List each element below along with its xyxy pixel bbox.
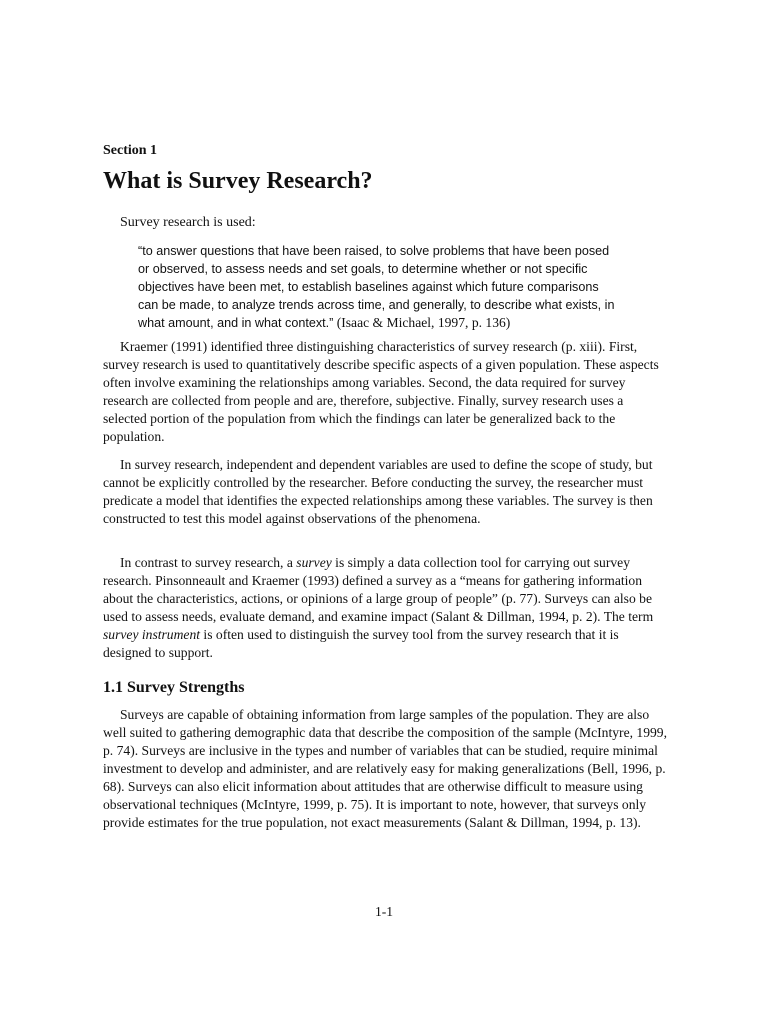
paragraph-text-segment: In contrast to survey research, a bbox=[120, 555, 297, 570]
paragraph-text-segment: is simply a data collection tool for carrying out survey research. Pinsonneault and Kraemer (1993) defined a survey as a “means for gathering information about the characteristics, actions, or opinions of a large group of people” (p. 77). Surveys can also be used to assess needs, evaluate demand, and examine impact (Salant & Dillman, 1994, p. 2). The term bbox=[103, 555, 654, 624]
emphasis-survey: survey bbox=[296, 555, 332, 570]
paragraph-text-segment: is often used to distinguish the survey tool from the survey research that it is designed to support. bbox=[103, 627, 619, 660]
paragraph-survey-strengths: Surveys are capable of obtaining information from large samples of the population. They are also well suited to gathering demographic data that describe the composition of the sample (McIntyre, 1999, p. 74). Surveys are inclusive in the types and number of variables that can be studied, require minimal investment to develop and administer, and are relatively easy for making generalizations (Bell, 1996, p. 68). Surveys can also elicit information about attitudes that are otherwise difficult to measure using observational techniques (McIntyre, 1999, p. 75). It is important to note, however, that surveys only provide estimates for the true population, not exact measurements (Salant & Dillman, 1994, p. 13). bbox=[103, 707, 667, 830]
paragraph-survey-definition bbox=[103, 554, 668, 662]
intro-text: Survey research is used: bbox=[120, 215, 256, 230]
section-label: Section 1 bbox=[103, 143, 158, 158]
subheading-survey-strengths: 1.1 Survey Strengths bbox=[103, 679, 245, 696]
block-quote bbox=[138, 242, 616, 332]
emphasis-survey-instrument: survey instrument bbox=[103, 627, 201, 642]
quote-text: “to answer questions that have been raised, to solve problems that have been posed or observed, to assess needs and set goals, to determine whether or not specific objectives have been met, to establish baselines against which future comparisons can be made, to analyze trends across time, and generally, to describe what exists, in what amount, and in what context.” bbox=[138, 244, 615, 330]
quote-citation: (Isaac & Michael, 1997, p. 136) bbox=[336, 315, 511, 330]
page-number: 1-1 bbox=[374, 904, 394, 919]
paragraph-kraemer-characteristics: Kraemer (1991) identified three distinguishing characteristics of survey research (p. xiii). First, survey research is used to quantitatively describe specific aspects of a given population. These aspects often involve examining the relationships among variables. Second, the data required for survey research are collected from people and are, therefore, subjective. Finally, survey research uses a selected portion of the population from which the findings can later be generalized back to the population. bbox=[103, 339, 659, 444]
section-title: What is Survey Research? bbox=[103, 168, 373, 194]
paragraph-variables: In survey research, independent and dependent variables are used to define the scope of study, but cannot be explicitly controlled by the researcher. Before conducting the survey, the researcher must predicate a model that identifies the expected relationships among these variables. The survey is then constructed to test this model against observations of the phenomena. bbox=[103, 457, 653, 526]
